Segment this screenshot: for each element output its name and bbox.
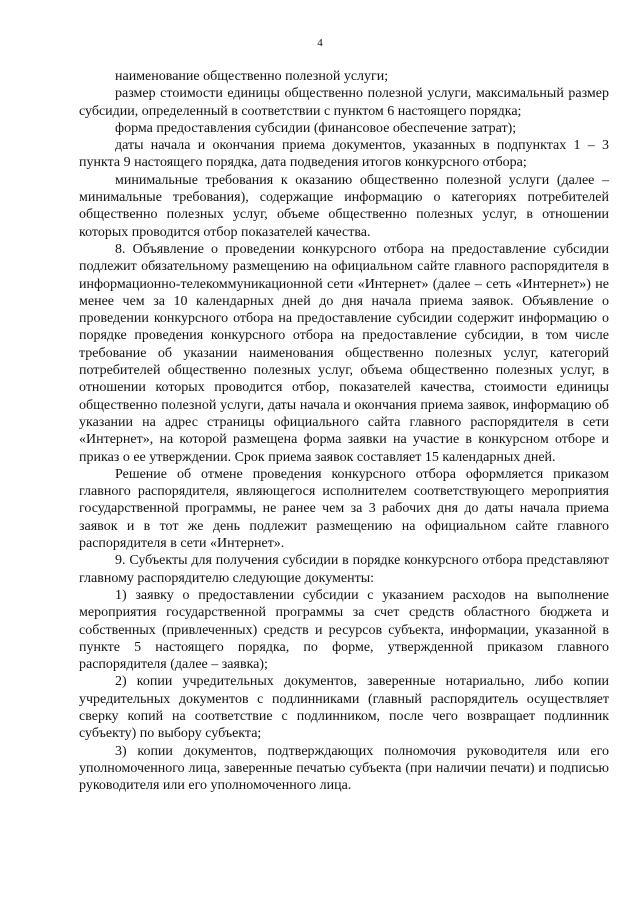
paragraph-item-3: 3) копии документов, подтверждающих полномочия руководителя или его уполномоченного лица, заверенные печатью субъекта (при наличии печати) и подписью руководителя или его уполномоченного лица. bbox=[79, 743, 609, 794]
paragraph-minimum-requirements: минимальные требования к оказанию общественно полезной услуги (далее – минимальные требования), содержащие информацию о категориях потребителей общественно полезных услуг, объеме общественно полезных услуг, в отношении которых проводится отбор показателей качества. bbox=[79, 172, 609, 240]
paragraph-item-1: 1) заявку о предоставлении субсидии с указанием расходов на выполнение мероприятия государственной программы за счет средств областного бюджета и собственных (привлеченных) средств и ресурсов субъекта, информации, указанной в пункте 5 настоящего порядка, по форме, утвержденной приказом главного распорядителя (далее – заявка); bbox=[79, 587, 609, 673]
paragraph-section-9: 9. Субъекты для получения субсидии в порядке конкурсного отбора представляют главному распорядителю следующие документы: bbox=[79, 553, 609, 586]
paragraph-section-8: 8. Объявление о проведении конкурсного отбора на предоставление субсидии подлежит обязательному размещению на официальном сайте главного распорядителя в информационно-телекоммуникационной сети «Интернет» (далее – сеть «Интернет») не менее чем за 10 календарных дней до дня начала приема заявок. Объявление о проведении конкурсного отбора на предоставление субсидии содержит информацию о порядке проведения конкурсного отбора на предоставление субсидии, в том числе требование об указании наименования общественно полезных услуг, категорий потребителей общественно полезных услуг, объема общественно полезных услуг, в отношении которых проводится отбор, показателей качества, стоимости единицы общественно полезной услуги, даты начала и окончания приема заявок, информацию об указании на адрес страницы официального сайта главного распорядителя в сети «Интернет», на которой размещена форма заявки на участие в конкурсном отборе и приказ о ее утверждении. Срок приема заявок составляет 15 календарных дней. bbox=[79, 241, 609, 465]
paragraph-dates: даты начала и окончания приема документов, указанных в подпунктах 1 – 3 пункта 9 настоящего порядка, дата подведения итогов конкурсного отбора; bbox=[79, 138, 609, 171]
paragraph-cancellation: Решение об отмене проведения конкурсного отбора оформляется приказом главного распорядителя, являющегося исполнителем соответствующего мероприятия государственной программы, не ранее чем за 3 рабочих дня до даты начала приема заявок и в тот же день подлежит размещению на официальном сайте главного распорядителя в сети «Интернет». bbox=[79, 466, 609, 552]
paragraph-service-name: наименование общественно полезной услуги; bbox=[115, 69, 389, 84]
paragraph-unit-cost: размер стоимости единицы общественно полезной услуги, максимальный размер субсидии, определенный в соответствии с пунктом 6 настоящего порядка; bbox=[79, 86, 609, 119]
document-body bbox=[79, 68, 609, 794]
paragraph-item-2: 2) копии учредительных документов, заверенные нотариально, либо копии учредительных документов с подлинниками (главный распорядитель осуществляет сверку копий на соответствие с подлинником, после чего возвращает подлинник субъекту) по выбору субъекта; bbox=[79, 674, 609, 742]
paragraph-subsidy-form: форма предоставления субсидии (финансовое обеспечение затрат); bbox=[115, 120, 517, 136]
page-number: 4 bbox=[317, 37, 323, 49]
